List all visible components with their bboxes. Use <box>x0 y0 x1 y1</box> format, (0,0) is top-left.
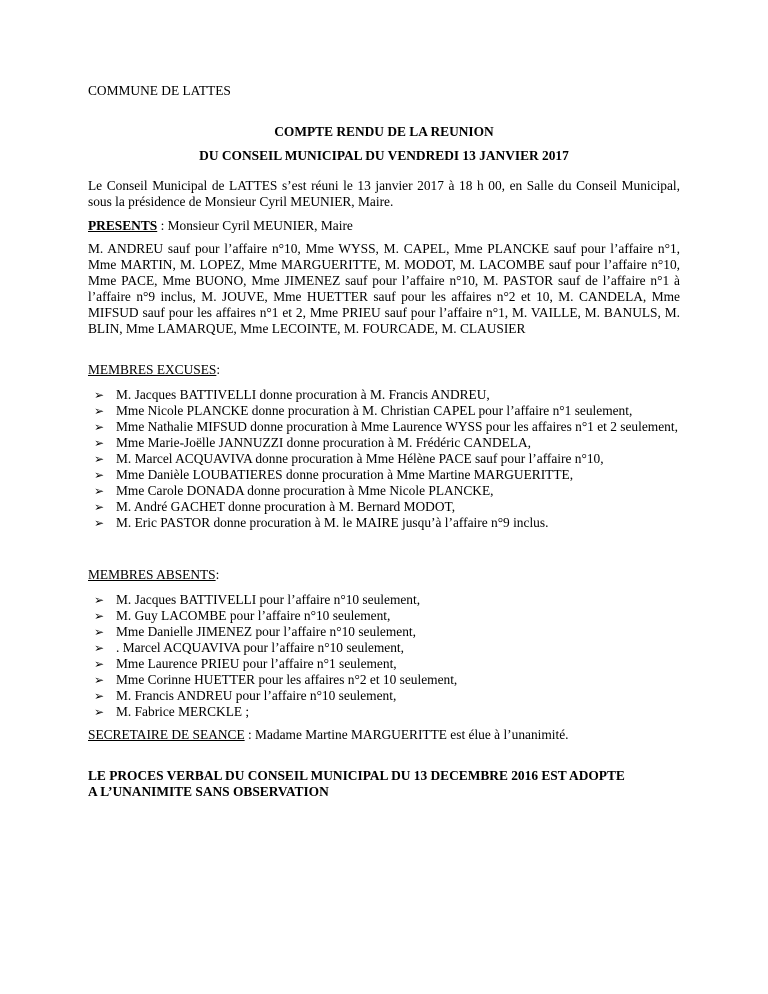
list-item-text: Mme Danielle JIMENEZ pour l’affaire n°10 seulement, <box>116 624 416 639</box>
arrow-bullet-icon: ➢ <box>94 436 105 450</box>
presents-value: : Monsieur Cyril MEUNIER, Maire <box>157 218 353 233</box>
absents-heading-suffix: : <box>215 567 220 582</box>
list-item-text: M. Marcel ACQUAVIVA donne procuration à Mme Hélène PACE sauf pour l’affaire n°10, <box>116 451 604 466</box>
list-item-text: M. Francis ANDREU pour l’affaire n°10 seulement, <box>116 688 397 703</box>
list-item <box>88 451 680 467</box>
excuses-heading <box>88 362 220 378</box>
list-item-text: Mme Nicole PLANCKE donne procuration à M. Christian CAPEL pour l’affaire n°1 seulement, <box>116 403 633 418</box>
list-item <box>88 640 680 656</box>
list-item <box>88 419 680 435</box>
list-item <box>88 499 680 515</box>
list-item-text: Mme Nathalie MIFSUD donne procuration à Mme Laurence WYSS pour les affaires n°1 et 2 seulement, <box>116 419 678 434</box>
arrow-bullet-icon: ➢ <box>94 484 105 498</box>
secretaire-value: : Madame Martine MARGUERITTE est élue à l’unanimité. <box>244 727 569 742</box>
secretaire-label: SECRETAIRE DE SEANCE <box>88 727 245 742</box>
list-item <box>88 688 680 704</box>
arrow-bullet-icon: ➢ <box>94 689 105 703</box>
arrow-bullet-icon: ➢ <box>94 593 105 607</box>
list-item <box>88 672 680 688</box>
pv-line-2: A L’UNANIMITE SANS OBSERVATION <box>88 784 329 799</box>
document-title: COMPTE RENDU DE LA REUNION <box>274 124 494 139</box>
arrow-bullet-icon: ➢ <box>94 388 105 402</box>
list-item <box>88 387 680 403</box>
list-item-text: Mme Carole DONADA donne procuration à Mme Nicole PLANCKE, <box>116 483 494 498</box>
arrow-bullet-icon: ➢ <box>94 657 105 671</box>
list-item-text: Mme Corinne HUETTER pour les affaires n°2 et 10 seulement, <box>116 672 458 687</box>
arrow-bullet-icon: ➢ <box>94 625 105 639</box>
absents-heading <box>88 567 219 583</box>
intro-paragraph: Le Conseil Municipal de LATTES s’est réuni le 13 janvier 2017 à 18 h 00, en Salle du Conseil Municipal, sous la présidence de Monsieur Cyril MEUNIER, Maire. <box>88 178 680 209</box>
arrow-bullet-icon: ➢ <box>94 452 105 466</box>
arrow-bullet-icon: ➢ <box>94 673 105 687</box>
list-item-text: . Marcel ACQUAVIVA pour l’affaire n°10 seulement, <box>116 640 404 655</box>
commune-name: COMMUNE DE LATTES <box>88 83 231 98</box>
arrow-bullet-icon: ➢ <box>94 516 105 530</box>
presents-line <box>88 218 680 234</box>
list-item-text: M. Guy LACOMBE pour l’affaire n°10 seulement, <box>116 608 391 623</box>
pv-line-1: LE PROCES VERBAL DU CONSEIL MUNICIPAL DU 13 DECEMBRE 2016 EST ADOPTE <box>88 768 625 783</box>
list-item <box>88 656 680 672</box>
list-item <box>88 467 680 483</box>
arrow-bullet-icon: ➢ <box>94 641 105 655</box>
list-item <box>88 435 680 451</box>
list-item <box>88 704 680 720</box>
excuses-list <box>88 387 680 531</box>
list-item-text: Mme Marie-Joëlle JANNUZZI donne procuration à M. Frédéric CANDELA, <box>116 435 531 450</box>
absents-list <box>88 592 680 720</box>
arrow-bullet-icon: ➢ <box>94 420 105 434</box>
list-item <box>88 608 680 624</box>
excuses-heading-label: MEMBRES EXCUSES <box>88 362 217 377</box>
list-item-text: Mme Danièle LOUBATIERES donne procuration à Mme Martine MARGUERITTE, <box>116 467 574 482</box>
list-item-text: M. André GACHET donne procuration à M. Bernard MODOT, <box>116 499 456 514</box>
excuses-heading-suffix: : <box>216 362 221 377</box>
document-subtitle: DU CONSEIL MUNICIPAL DU VENDREDI 13 JANVIER 2017 <box>199 148 569 163</box>
list-item-text: M. Eric PASTOR donne procuration à M. le MAIRE jusqu’à l’affaire n°9 inclus. <box>116 515 549 530</box>
absents-heading-label: MEMBRES ABSENTS <box>88 567 216 582</box>
arrow-bullet-icon: ➢ <box>94 404 105 418</box>
arrow-bullet-icon: ➢ <box>94 500 105 514</box>
list-item-text: M. Fabrice MERCKLE ; <box>116 704 250 719</box>
list-item-text: Mme Laurence PRIEU pour l’affaire n°1 seulement, <box>116 656 397 671</box>
arrow-bullet-icon: ➢ <box>94 705 105 719</box>
arrow-bullet-icon: ➢ <box>94 609 105 623</box>
list-item <box>88 592 680 608</box>
list-item <box>88 515 680 531</box>
list-item-text: M. Jacques BATTIVELLI donne procuration à M. Francis ANDREU, <box>116 387 490 402</box>
presents-label: PRESENTS <box>88 218 158 233</box>
arrow-bullet-icon: ➢ <box>94 468 105 482</box>
present-members-paragraph: M. ANDREU sauf pour l’affaire n°10, Mme WYSS, M. CAPEL, Mme PLANCKE sauf pour l’affaire n°1, Mme MARTIN, M. LOPEZ, Mme MARGUERITTE, M. MODOT, M. LACOMBE sauf pour l’affaire n°10, Mme PACE, Mme BUONO, Mme JIMENEZ sauf pour l’affaire n°10, M. PASTOR sauf de l’affaire n°1 à l’affaire n°9 inclus, M. JOUVE, Mme HUETTER sauf pour les affaires n°2 et 10, M. CANDELA, Mme MIFSUD sauf pour les affaires n°1 et 2, Mme PRIEU sauf pour l’affaire n°1, M. VAILLE, M. BANULS, M. BLIN, Mme LAMARQUE, Mme LECOINTE, M. FOURCADE, M. CLAUSIER <box>88 241 680 336</box>
list-item <box>88 483 680 499</box>
list-item-text: M. Jacques BATTIVELLI pour l’affaire n°10 seulement, <box>116 592 421 607</box>
list-item <box>88 624 680 640</box>
pv-statement <box>88 768 680 800</box>
list-item <box>88 403 680 419</box>
secretaire-line <box>88 727 688 743</box>
